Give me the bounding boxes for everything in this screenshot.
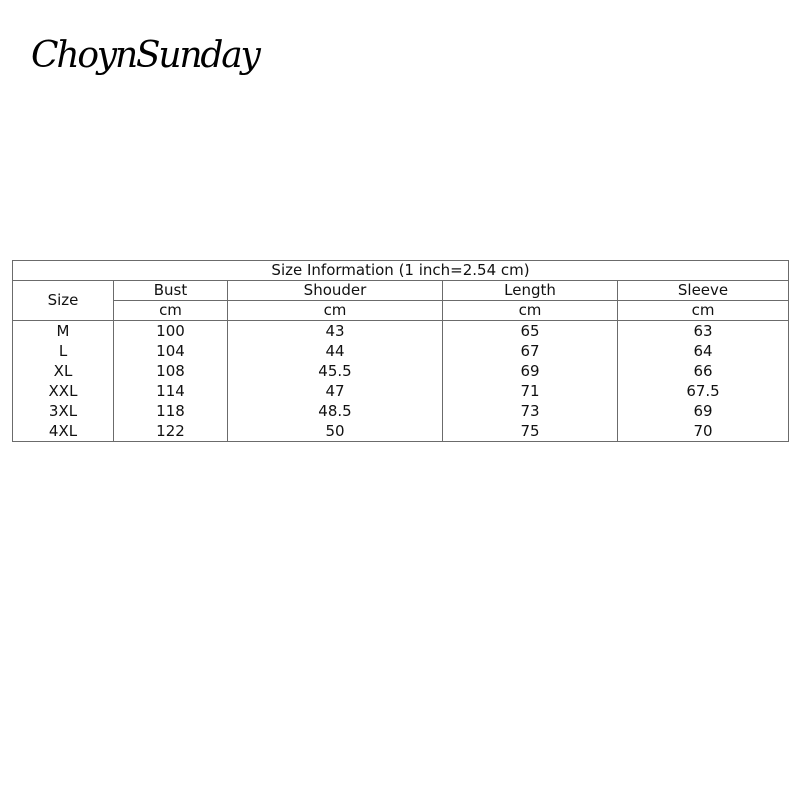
column-header-bust: Bust xyxy=(114,281,228,301)
table-row xyxy=(13,321,789,342)
cell-bust: 100 xyxy=(114,321,228,342)
table-row xyxy=(13,421,789,442)
cell-length: 65 xyxy=(443,321,618,342)
column-header-sleeve: Sleeve xyxy=(618,281,789,301)
size-label: M xyxy=(13,321,114,342)
cell-sleeve: 63 xyxy=(618,321,789,342)
size-label: 3XL xyxy=(13,401,114,421)
size-label: XXL xyxy=(13,381,114,401)
unit-bust: cm xyxy=(114,301,228,321)
cell-shoulder: 48.5 xyxy=(228,401,443,421)
column-header-length: Length xyxy=(443,281,618,301)
cell-sleeve: 70 xyxy=(618,421,789,442)
cell-shoulder: 50 xyxy=(228,421,443,442)
unit-sleeve: cm xyxy=(618,301,789,321)
unit-length: cm xyxy=(443,301,618,321)
table-row xyxy=(13,381,789,401)
size-column-header: Size xyxy=(13,281,114,321)
cell-shoulder: 44 xyxy=(228,341,443,361)
table-row xyxy=(13,401,789,421)
cell-length: 67 xyxy=(443,341,618,361)
cell-bust: 114 xyxy=(114,381,228,401)
cell-shoulder: 45.5 xyxy=(228,361,443,381)
size-label: XL xyxy=(13,361,114,381)
cell-length: 71 xyxy=(443,381,618,401)
cell-shoulder: 47 xyxy=(228,381,443,401)
cell-sleeve: 64 xyxy=(618,341,789,361)
cell-shoulder: 43 xyxy=(228,321,443,342)
column-header-shoulder: Shouder xyxy=(228,281,443,301)
cell-length: 69 xyxy=(443,361,618,381)
cell-bust: 108 xyxy=(114,361,228,381)
cell-length: 75 xyxy=(443,421,618,442)
table-row xyxy=(13,361,789,381)
size-label: 4XL xyxy=(13,421,114,442)
cell-bust: 122 xyxy=(114,421,228,442)
cell-bust: 118 xyxy=(114,401,228,421)
unit-shoulder: cm xyxy=(228,301,443,321)
cell-sleeve: 69 xyxy=(618,401,789,421)
size-label: L xyxy=(13,341,114,361)
cell-bust: 104 xyxy=(114,341,228,361)
table-row xyxy=(13,341,789,361)
size-chart-table xyxy=(12,260,789,442)
cell-length: 73 xyxy=(443,401,618,421)
table-title: Size Information (1 inch=2.54 cm) xyxy=(13,261,789,281)
cell-sleeve: 66 xyxy=(618,361,789,381)
cell-sleeve: 67.5 xyxy=(618,381,789,401)
brand-logo: ChoynSunday xyxy=(31,35,259,76)
